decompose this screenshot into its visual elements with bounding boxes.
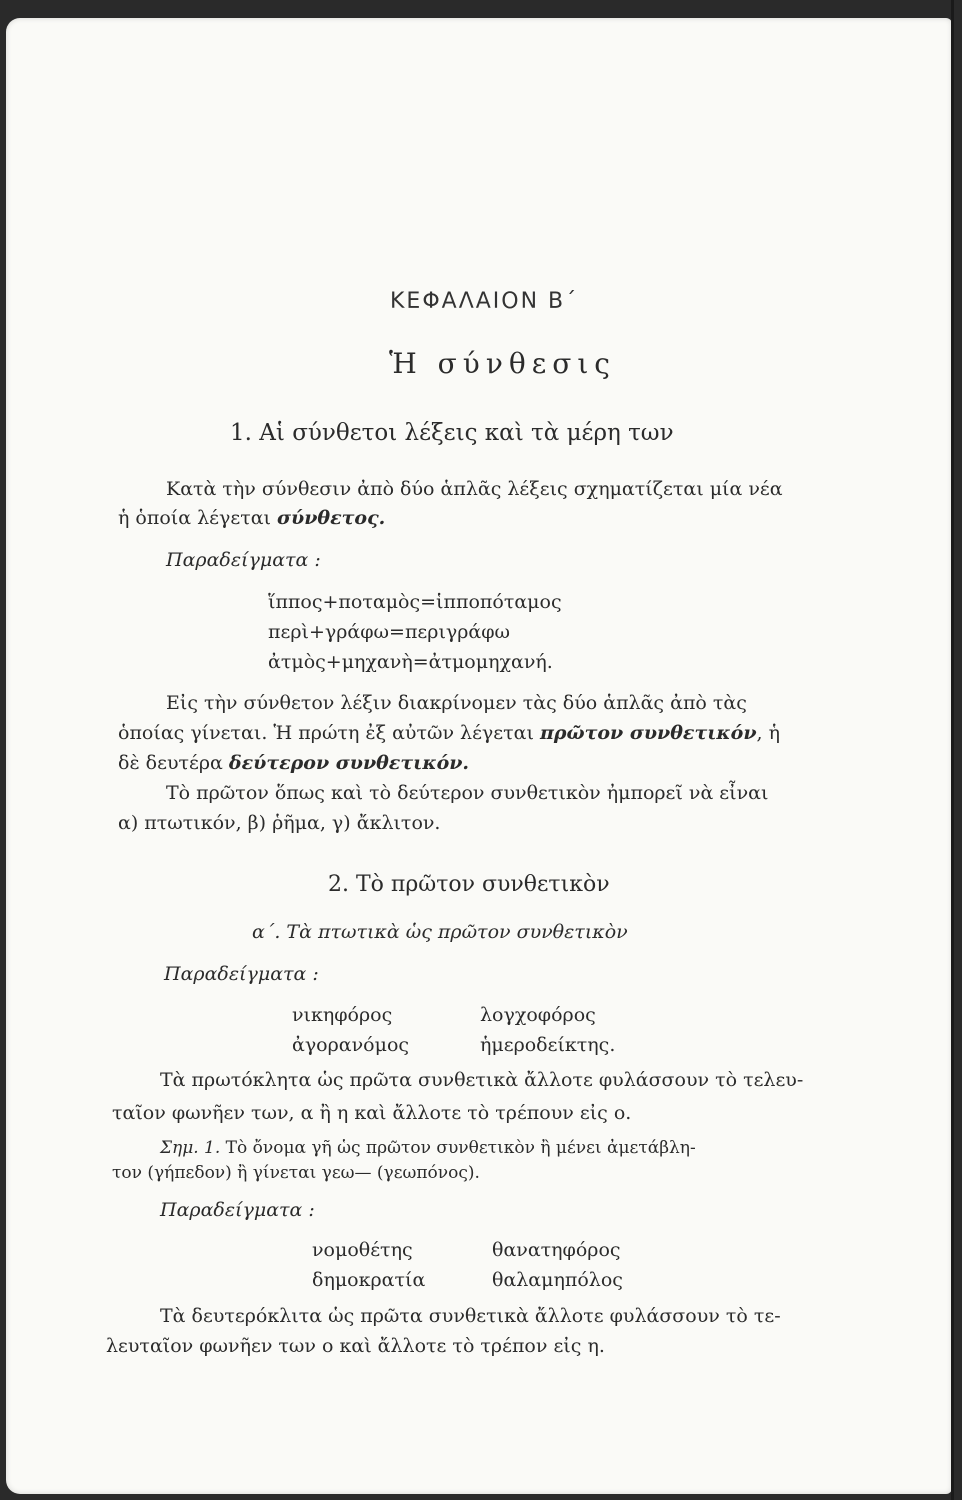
section-2-heading: 2. Τὸ πρῶτον συνθετικὸν	[328, 872, 610, 897]
example-word: θαλαμηπόλος	[492, 1269, 623, 1291]
paragraph-line: λευταῖον φωνῆεν των ο καὶ ἄλλοτε τὸ τρέπον εἰς η.	[106, 1335, 605, 1357]
paragraph-line: Τὰ πρωτόκλητα ὡς πρῶτα συνθετικὰ ἄλλοτε φυλάσσουν τὸ τελευ-	[160, 1069, 804, 1091]
example-line: περὶ+γράφω=περιγράφω	[268, 621, 511, 643]
paragraph-line: ἡ ὁποία λέγεται σύνθετος.	[118, 507, 386, 529]
paragraph-line: Εἰς τὴν σύνθετον λέξιν διακρίνομεν τὰς δύο ἁπλᾶς ἀπὸ τὰς	[166, 692, 747, 714]
paragraph-line: δὲ δευτέρα δεύτερον συνθετικόν.	[118, 752, 470, 774]
note-line: Σημ. 1. Τὸ ὄνομα γῆ ὡς πρῶτον συνθετικὸν ἢ μένει ἀμετάβλη-	[160, 1138, 696, 1158]
paragraph-line: ὁποίας γίνεται. Ἡ πρώτη ἐξ αὐτῶν λέγεται πρῶτον συνθετικόν, ἡ	[118, 722, 780, 744]
paragraph-line: Τὸ πρῶτον ὅπως καὶ τὸ δεύτερον συνθετικὸν ἠμπορεῖ νὰ εἶναι	[166, 782, 769, 804]
term-proton-synthetikon: πρῶτον συνθετικόν	[539, 722, 757, 744]
example-word: ἡμεροδείκτης.	[480, 1034, 616, 1056]
term-deuteron-synthetikon: δεύτερον συνθετικόν.	[228, 752, 470, 774]
section-1-heading: 1. Αἱ σύνθετοι λέξεις καὶ τὰ μέρη των	[230, 420, 674, 446]
example-word: νομοθέτης	[312, 1239, 413, 1261]
example-word: ἀγορανόμος	[292, 1034, 410, 1056]
note-label: Σημ. 1.	[160, 1138, 221, 1158]
example-word: λογχοφόρος	[480, 1004, 596, 1026]
paragraph-line: ταῖον φωνῆεν των, α ἢ η καὶ ἄλλοτε τὸ τρέπουν εἰς ο.	[112, 1102, 632, 1124]
example-word: νικηφόρος	[292, 1004, 393, 1026]
chapter-heading: ΚΕΦΑΛΑΙΟΝ Β΄	[390, 289, 579, 314]
example-line: ἀτμὸς+μηχανὴ=ἀτμομηχανή.	[268, 651, 553, 673]
examples-label: Παραδείγματα :	[166, 549, 321, 571]
paragraph-line: Τὰ δευτερόκλιτα ὡς πρῶτα συνθετικὰ ἄλλοτε φυλάσσουν τὸ τε-	[160, 1305, 781, 1327]
subsection-a-heading: α΄. Τὰ πτωτικὰ ὡς πρῶτον συνθετικὸν	[252, 921, 628, 943]
examples-label: Παραδείγματα :	[160, 1199, 315, 1221]
paragraph-line: Κατὰ τὴν σύνθεσιν ἀπὸ δύο ἁπλᾶς λέξεις σχηματίζεται μία νέα	[166, 478, 783, 500]
page-edge	[951, 0, 954, 1500]
book-page	[6, 18, 952, 1494]
note-line: τον (γήπεδον) ἢ γίνεται γεω— (γεωπόνος).	[112, 1163, 480, 1183]
term-synthetos: σύνθετος.	[277, 507, 386, 529]
example-word: δημοκρατία	[312, 1269, 426, 1291]
example-word: θανατηφόρος	[492, 1239, 621, 1261]
example-line: ἵππος+ποταμὸς=ἱπποπόταμος	[268, 591, 562, 613]
examples-label: Παραδείγματα :	[164, 963, 319, 985]
page-title: Ἡ σύνθεσις	[389, 347, 616, 380]
paragraph-line: α) πτωτικόν, β) ῥῆμα, γ) ἄκλιτον.	[118, 812, 441, 834]
